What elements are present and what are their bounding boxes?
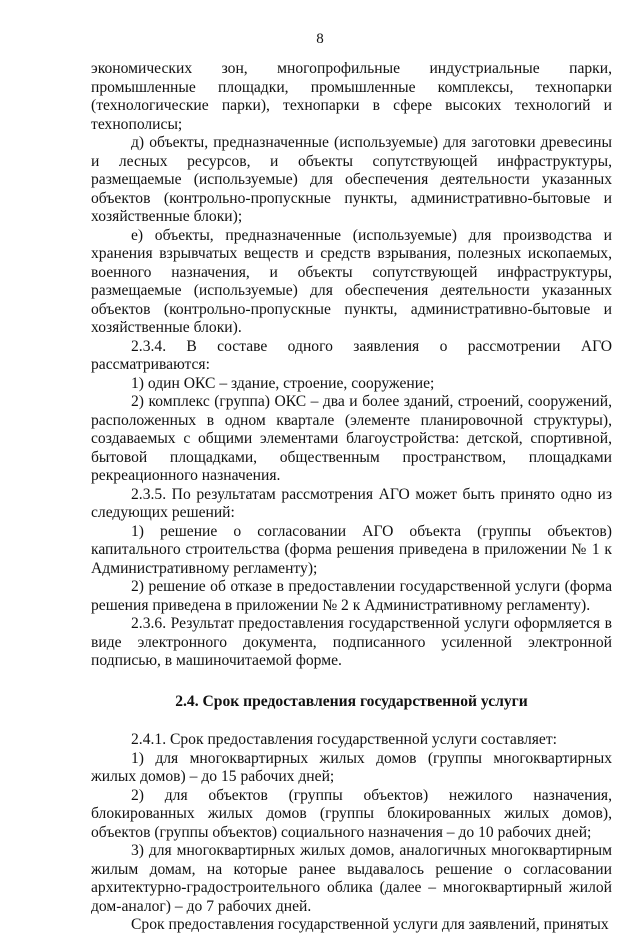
page-number: 8: [316, 31, 324, 47]
clause-2-3-5: 2.3.5. По результатам рассмотрения АГО может быть принято одно из следующих решений:: [91, 485, 612, 521]
clause-2-3-4-item-1: 1) один ОКС – здание, строение, сооружение;: [131, 374, 435, 392]
document-body: [91, 60, 612, 935]
clause-2-4-1: 2.4.1. Срок предоставления государственной услуги составляет:: [131, 731, 558, 748]
paragraph-continued: Срок предоставления государственной услуги для заявлений, принятых: [131, 916, 609, 933]
paragraph: экономических зон, многопрофильные индустриальные парки, промышленные площадки, промышленные комплексы, технопарки (технологические парки), технопарки в сфере высоких технологий и технополисы;: [91, 60, 612, 133]
section-heading: 2.4. Срок предоставления государственной услуги: [175, 692, 528, 710]
clause-2-3-4-item-2: 2) комплекс (группа) ОКС – два и более зданий, строений, сооружений, расположенных в одном квартале (элементе планировочной структуры), создаваемых с общими элементами благоустройства: детской, спортивной, бытовой площадками, общественным пространством, площадками рекреационного назначения.: [91, 393, 612, 484]
paragraph-item-e: е) объекты, предназначенные (используемые) для производства и хранения взрывчатых веществ и средств взрывания, полезных ископаемых, военного назначения, и объекты сопутствующей инфраструктуры, размещаемые (используемые) для обеспечения деятельности указанных объектов (контрольно-пропускные пункты, административно-бытовые и хозяйственные блоки).: [91, 226, 612, 336]
paragraph-item-d: д) объекты, предназначенные (используемые) для заготовки древесины и лесных ресурсов, и объекты сопутствующей инфраструктуры, размещаемые (используемые) для обеспечения деятельности указанных объектов (контрольно-пропускные пункты, административно-бытовые и хозяйственные блоки);: [91, 134, 612, 225]
clause-2-3-5-item-1: 1) решение о согласовании АГО объекта (группы объектов) капитального строительства (форма решения приведена в приложении № 1 к Административному регламенту);: [91, 522, 612, 577]
clause-2-3-6: 2.3.6. Результат предоставления государственной услуги оформляется в виде электронного документа, подписанного усиленной электронной подписью, в машиночитаемой форме.: [91, 615, 612, 669]
clause-2-4-1-item-3: 3) для многоквартирных жилых домов, аналогичных многоквартирным жилым домам, на которые ранее выдавалось решение о согласовании архитектурно-градостроительного облика (далее – многоквартирный жилой дом-аналог) – до 7 рабочих дней.: [91, 842, 612, 915]
clause-2-4-1-item-2: 2) для объектов (группы объектов) нежилого назначения, блокированных жилых домов (группы блокированных жилых домов), объектов (группы объектов) социального назначения – до 10 рабочих дней;: [91, 786, 612, 841]
clause-2-3-5-item-2: 2) решение об отказе в предоставлении государственной услуги (форма решения приведена в приложении № 2 к Административному регламенту).: [91, 578, 612, 614]
clause-2-3-4: 2.3.4. В составе одного заявления о рассмотрении АГО рассматриваются:: [91, 337, 612, 373]
clause-2-4-1-item-1: 1) для многоквартирных жилых домов (группы многоквартирных жилых домов) – до 15 рабочих дней;: [91, 749, 612, 785]
